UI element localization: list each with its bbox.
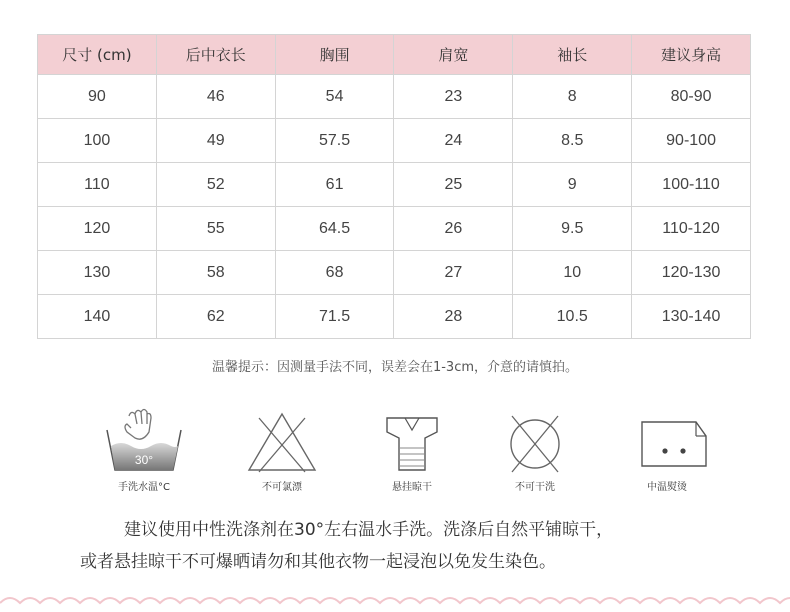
header-height: 建议身高 [632, 35, 751, 75]
table-row [38, 207, 751, 251]
care-label-iron: 中温熨烫 [647, 482, 687, 493]
table-row [38, 75, 751, 119]
table-cell: 90-100 [632, 119, 751, 163]
table-cell: 46 [156, 75, 275, 119]
measurement-note: 温馨提示：因测量手法不同，误差会在1-3cm，介意的请慎拍。 [211, 360, 579, 375]
table-cell: 62 [156, 295, 275, 339]
care-item-hand-wash [89, 408, 199, 493]
table-cell: 55 [156, 207, 275, 251]
wavy-border [0, 594, 790, 612]
table-cell: 68 [275, 251, 394, 295]
table-cell: 9.5 [513, 207, 632, 251]
table-cell: 61 [275, 163, 394, 207]
table-cell: 54 [275, 75, 394, 119]
table-row [38, 119, 751, 163]
table-row [38, 163, 751, 207]
table-cell: 110 [38, 163, 157, 207]
table-cell: 130-140 [632, 295, 751, 339]
table-cell: 130 [38, 251, 157, 295]
care-label-no-bleach: 不可氯漂 [262, 482, 302, 493]
table-cell: 49 [156, 119, 275, 163]
table-cell: 110-120 [632, 207, 751, 251]
iron-medium-icon [622, 408, 712, 474]
care-item-no-dry-clean [480, 408, 590, 493]
table-cell: 71.5 [275, 295, 394, 339]
table-cell: 57.5 [275, 119, 394, 163]
care-item-hang-dry [357, 408, 467, 493]
care-label-no-dry-clean: 不可干洗 [515, 482, 555, 493]
header-size: 尺寸 (cm) [38, 35, 157, 75]
header-chest: 胸围 [275, 35, 394, 75]
header-back-length: 后中衣长 [156, 35, 275, 75]
table-cell: 120-130 [632, 251, 751, 295]
table-row [38, 251, 751, 295]
table-cell: 100-110 [632, 163, 751, 207]
care-label-hand-wash: 手洗水温°C [118, 482, 170, 493]
care-label-hang-dry: 悬挂晾干 [392, 482, 432, 493]
table-cell: 25 [394, 163, 513, 207]
instructions-line-1: 建议使用中性洗涤剂在30°左右温水手洗。洗涤后自然平铺晾干， [124, 520, 614, 540]
size-table [37, 34, 751, 339]
table-header-row [38, 35, 751, 75]
table-cell: 10 [513, 251, 632, 295]
table-cell: 23 [394, 75, 513, 119]
header-sleeve: 袖长 [513, 35, 632, 75]
table-cell: 58 [156, 251, 275, 295]
header-shoulder: 肩宽 [394, 35, 513, 75]
hand-wash-30-icon [99, 408, 189, 474]
table-cell: 90 [38, 75, 157, 119]
table-cell: 8 [513, 75, 632, 119]
no-dry-clean-icon [490, 408, 580, 474]
table-cell: 26 [394, 207, 513, 251]
table-cell: 8.5 [513, 119, 632, 163]
table-cell: 28 [394, 295, 513, 339]
no-bleach-icon [237, 408, 327, 474]
table-cell: 120 [38, 207, 157, 251]
care-item-no-bleach [227, 408, 337, 493]
care-item-iron [612, 408, 722, 493]
table-cell: 80-90 [632, 75, 751, 119]
table-cell: 24 [394, 119, 513, 163]
care-instructions [80, 514, 760, 578]
table-cell: 64.5 [275, 207, 394, 251]
wash-temp: 30° [134, 453, 154, 467]
table-cell: 27 [394, 251, 513, 295]
table-row [38, 295, 751, 339]
table-cell: 10.5 [513, 295, 632, 339]
table-cell: 9 [513, 163, 632, 207]
table-cell: 100 [38, 119, 157, 163]
instructions-line-2: 或者悬挂晾干不可爆晒请勿和其他衣物一起浸泡以免发生染色。 [80, 552, 556, 572]
hang-dry-icon [367, 408, 457, 474]
table-cell: 52 [156, 163, 275, 207]
table-cell: 140 [38, 295, 157, 339]
